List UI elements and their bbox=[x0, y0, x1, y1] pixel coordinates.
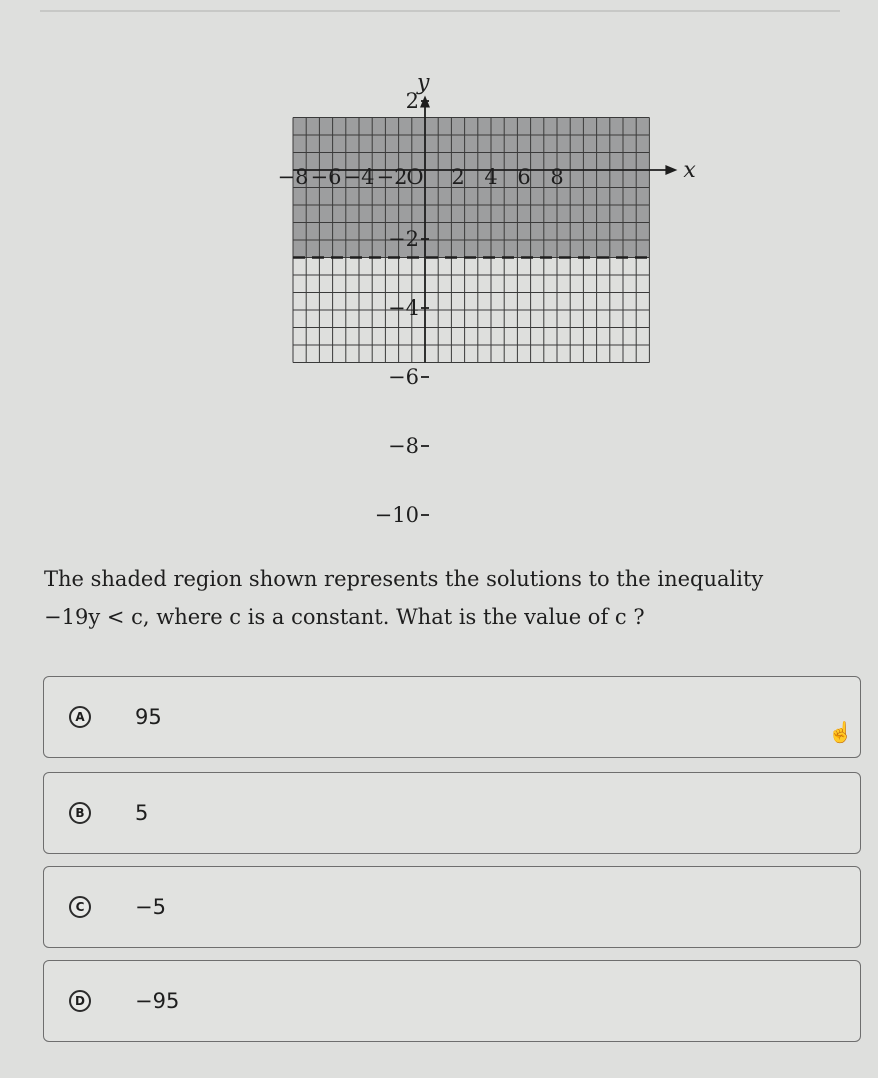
x-axis-label: x bbox=[683, 158, 696, 183]
question-line-2: −19y < c, where c is a constant. What is the value of c ? bbox=[44, 605, 645, 629]
choice-a-value: 95 bbox=[135, 705, 162, 729]
top-divider bbox=[40, 10, 840, 12]
y-tick-label: −2 bbox=[388, 227, 419, 251]
choice-c-value: −5 bbox=[135, 895, 166, 919]
choice-a[interactable] bbox=[43, 676, 861, 758]
x-tick-label: 4 bbox=[484, 165, 498, 189]
x-tick-label: −6 bbox=[310, 165, 342, 189]
y-tick-label: 2 bbox=[405, 89, 419, 113]
choice-b-value: 5 bbox=[135, 801, 149, 825]
y-axis-label: y bbox=[417, 70, 430, 96]
question-text bbox=[44, 560, 844, 636]
x-tick-label: −8 bbox=[277, 165, 309, 189]
x-tick-label: 6 bbox=[517, 165, 531, 189]
choice-d-value: −95 bbox=[135, 989, 180, 1013]
y-tick-label: −8 bbox=[388, 434, 419, 458]
coordinate-graph bbox=[195, 35, 715, 545]
x-tick-label: −2 bbox=[376, 165, 408, 189]
x-tick-label: 8 bbox=[550, 165, 564, 189]
y-tick-label: −4 bbox=[388, 296, 419, 320]
y-tick-label: −6 bbox=[388, 365, 419, 389]
choice-a-badge: A bbox=[69, 706, 91, 728]
choice-d-badge: D bbox=[69, 990, 91, 1012]
choice-b[interactable] bbox=[43, 772, 861, 854]
choice-d[interactable] bbox=[43, 960, 861, 1042]
choice-c[interactable] bbox=[43, 866, 861, 948]
x-tick-label: 2 bbox=[451, 165, 465, 189]
hand-cursor-icon: ☝ bbox=[828, 720, 853, 744]
origin-label: O bbox=[406, 165, 424, 189]
question-line-1: The shaded region shown represents the solutions to the inequality bbox=[44, 567, 764, 591]
choice-c-badge: C bbox=[69, 896, 91, 918]
x-axis-arrow bbox=[665, 165, 677, 175]
choice-b-badge: B bbox=[69, 802, 91, 824]
x-tick-label: −4 bbox=[343, 165, 375, 189]
y-tick-label: −10 bbox=[374, 503, 419, 527]
